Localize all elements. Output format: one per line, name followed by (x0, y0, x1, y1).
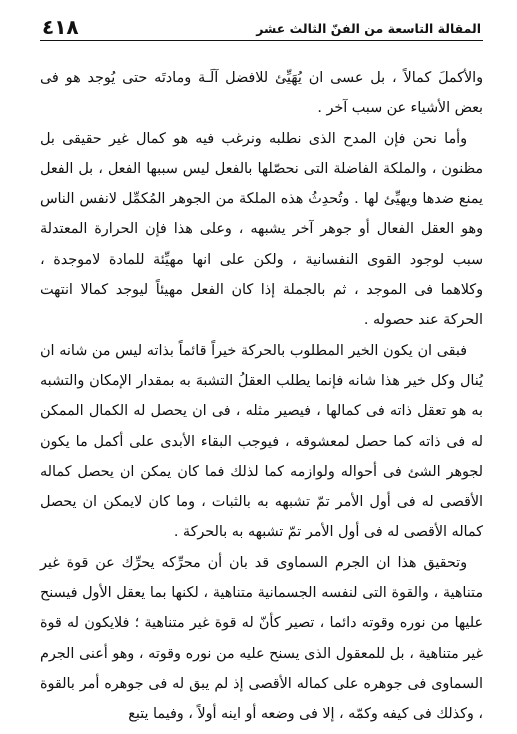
running-title: المقالة التاسعة من الفنّ الثالث عشر (256, 21, 481, 36)
paragraph: فبقى ان يكون الخير المطلوب بالحركة خيراً قائماً بذاته ليس من شانه ان يُنال وكل خير هذا شانه فإنما يطلب العقلُ التشبهَ به بمقدار الإمكان والتشبه به هو تعقل ذاته فى كمالها ، فيصير مثله ، فى ان يحصل له الكمال الممكن له فى ذاته كما حصل لمعشوقه ، فيوجب البقاء الأبدى على أكمل ما يكون لجوهر الشئ فى أحواله ولوازمه كما لذلك فما كان يمكن ان يحصل كماله الأقصى له فى أول الأمر تمّ تشبهه به بالثبات ، وما كان لايمكن ان يحصل كماله الأقصى له فى أول الأمر تمّ تشبهه به بالحركة . (40, 342, 483, 541)
page-header (40, 14, 483, 41)
page-number: ٤١٨ (42, 15, 79, 39)
paragraph: وأما نحن فإن المدح الذى نطلبه ونرغب فيه هو كمال غير حقيقى بل مظنون ، والملكة الفاضلة التى نحصّلها بالفعل ليس سببها الفعل ، بل الفعل يمنع ضدها ويهيِّئ لها . وتُحدِثُ هذه الملكة من الجوهر المُكمِّل لانفس الناس وهو العقل الفعال أو جوهر آخر يشبهه ، وعلى هذا فإن الحرارة المعتدلة سبب لوجود القوى النفسانية ، ولكن على انها مهيِّئة للمادة لاموجدة ، وكلاهما فى الموجد ، ثم بالجملة إذا كان الفعل مهيئاً ليوجد كمالا انتهت الحركة عند حصوله . (40, 130, 483, 329)
paragraph: والأكملَ كمالاً ، بل عسى ان يُهَيِّئ للافضل آلَـة ومادتَه حتى يُوجد هو فى بعض الأشياء عن سبب آخر . (40, 70, 483, 117)
paragraph: وتحقيق هذا ان الجرم السماوى قد بان أن محرِّكه يحرِّك عن قوة غير متناهية ، والقوة التى لنفسه الجسمانية متناهية ، لكنها بما يعقل الأول فيسنح عليها من نوره وقوته دائما ، تصير كأنّ له قوة غير متناهية ؛ فلايكون له قوة غير متناهية ، بل للمعقول الذى يسنح عليه من نوره وقوته ، وهو أعنى الجرم السماوى فى جوهره على كماله الأقصى إذ لم يبق له فى جوهره أمر بالقوة ، وكذلك فى كيفه وكمّه ، إلا فى وضعه أو اينه أولاً ، وفيما يتبع (40, 554, 483, 723)
body-text (40, 63, 483, 730)
